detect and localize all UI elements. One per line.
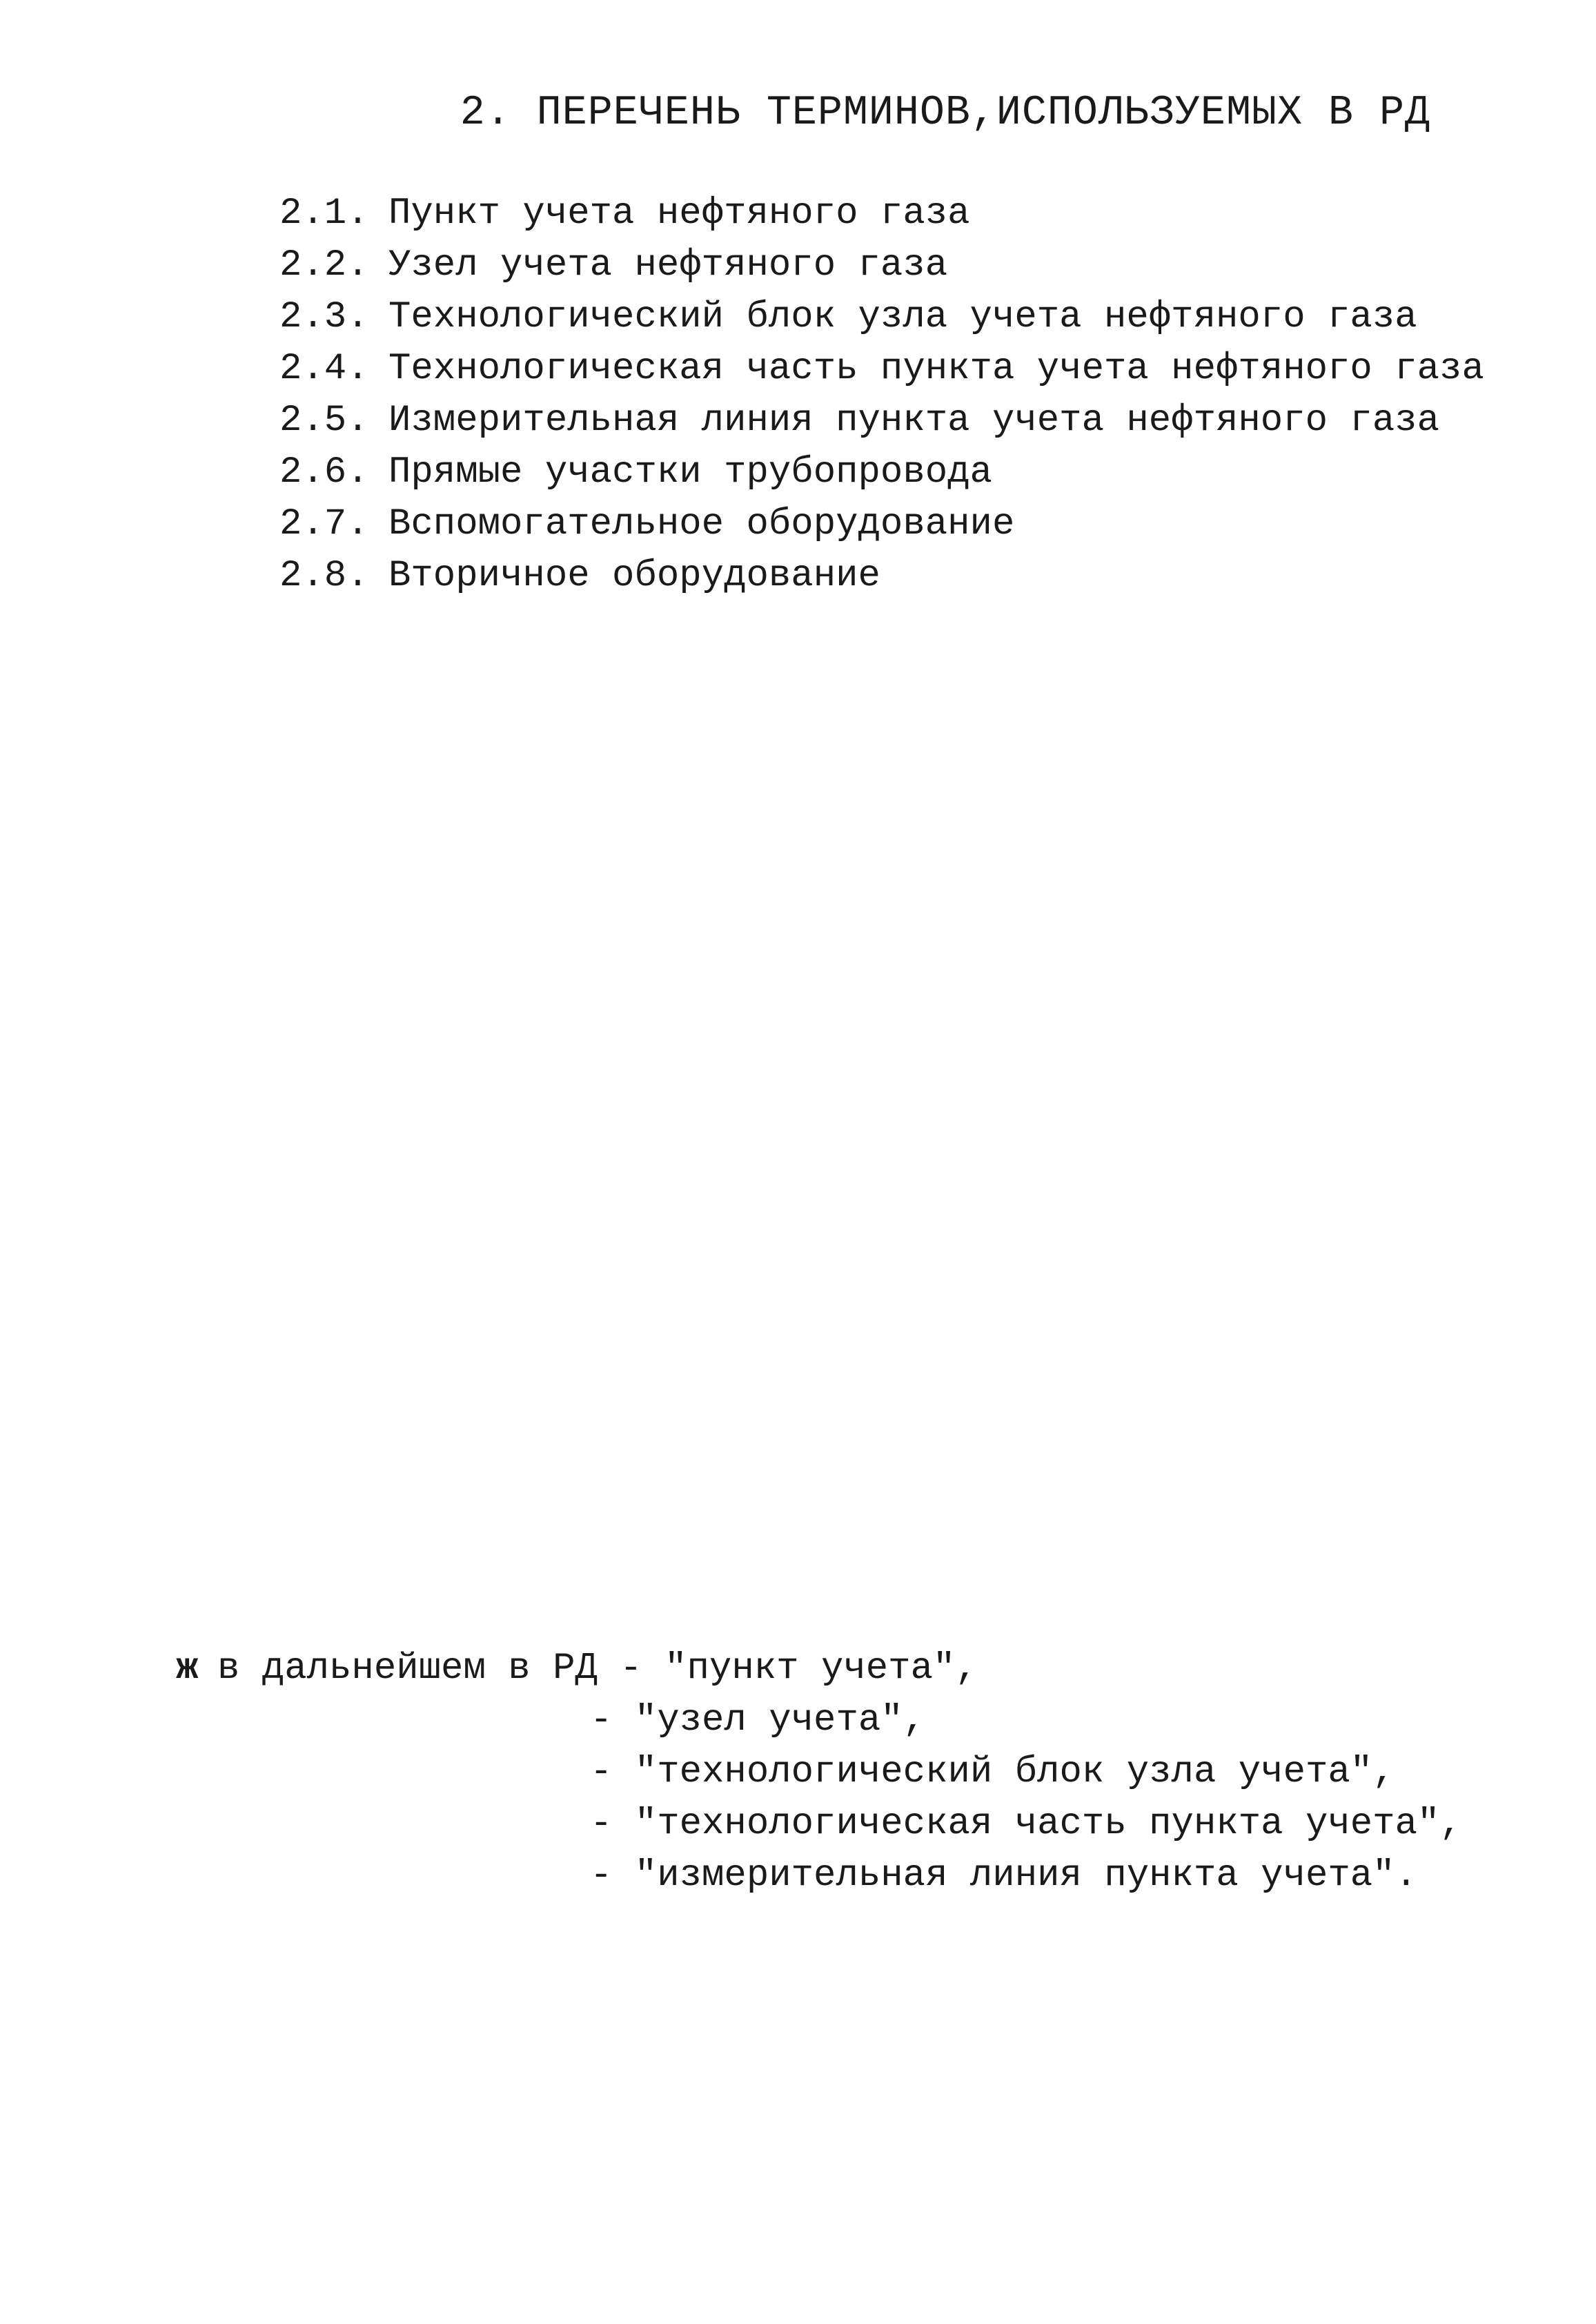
term-number: 2.5. — [279, 400, 369, 442]
footnote-item: - "измерительная линия пункта учета". — [590, 1855, 1417, 1897]
term-item — [279, 550, 1484, 602]
footnote-line — [176, 1695, 1462, 1746]
footnote-item: - "технологическая часть пункта учета", — [590, 1803, 1462, 1845]
footnote-line — [176, 1798, 1462, 1850]
footnote-item: - "пункт учета", — [620, 1648, 978, 1690]
footnote-intro: в дальнейшем в РД — [217, 1648, 598, 1690]
footnote — [176, 1643, 1462, 1902]
term-item — [279, 188, 1484, 240]
footnote-marker: ж — [176, 1648, 199, 1690]
section-heading: 2. ПЕРЕЧЕНЬ ТЕРМИНОВ,ИСПОЛЬЗУЕМЫХ В РД — [460, 90, 1430, 137]
footnote-line — [176, 1643, 1462, 1695]
terms-list — [279, 188, 1484, 602]
term-number: 2.1. — [279, 193, 369, 235]
term-number: 2.2. — [279, 244, 369, 286]
term-number: 2.8. — [279, 555, 369, 597]
term-text: Измерительная линия пункта учета нефтяного газа — [388, 400, 1440, 442]
term-number: 2.3. — [279, 296, 369, 338]
term-text: Прямые участки трубопровода — [388, 451, 992, 494]
term-text: Вторичное оборудование — [388, 555, 880, 597]
term-text: Технологический блок узла учета нефтяного газа — [388, 296, 1417, 338]
term-number: 2.6. — [279, 451, 369, 494]
term-item — [279, 447, 1484, 498]
term-item — [279, 498, 1484, 550]
term-text: Узел учета нефтяного газа — [388, 244, 948, 286]
term-item — [279, 395, 1484, 447]
footnote-line — [176, 1850, 1462, 1902]
term-number: 2.4. — [279, 348, 369, 390]
term-item — [279, 343, 1484, 395]
term-item — [279, 240, 1484, 291]
term-number: 2.7. — [279, 503, 369, 545]
footnote-line — [176, 1746, 1462, 1798]
term-item — [279, 291, 1484, 343]
footnote-item: - "технологический блок узла учета", — [590, 1751, 1395, 1793]
term-text: Пункт учета нефтяного газа — [388, 193, 970, 235]
term-text: Вспомогательное оборудование — [388, 503, 1015, 545]
footnote-item: - "узел учета", — [590, 1699, 926, 1741]
term-text: Технологическая часть пункта учета нефтяного газа — [388, 348, 1484, 390]
